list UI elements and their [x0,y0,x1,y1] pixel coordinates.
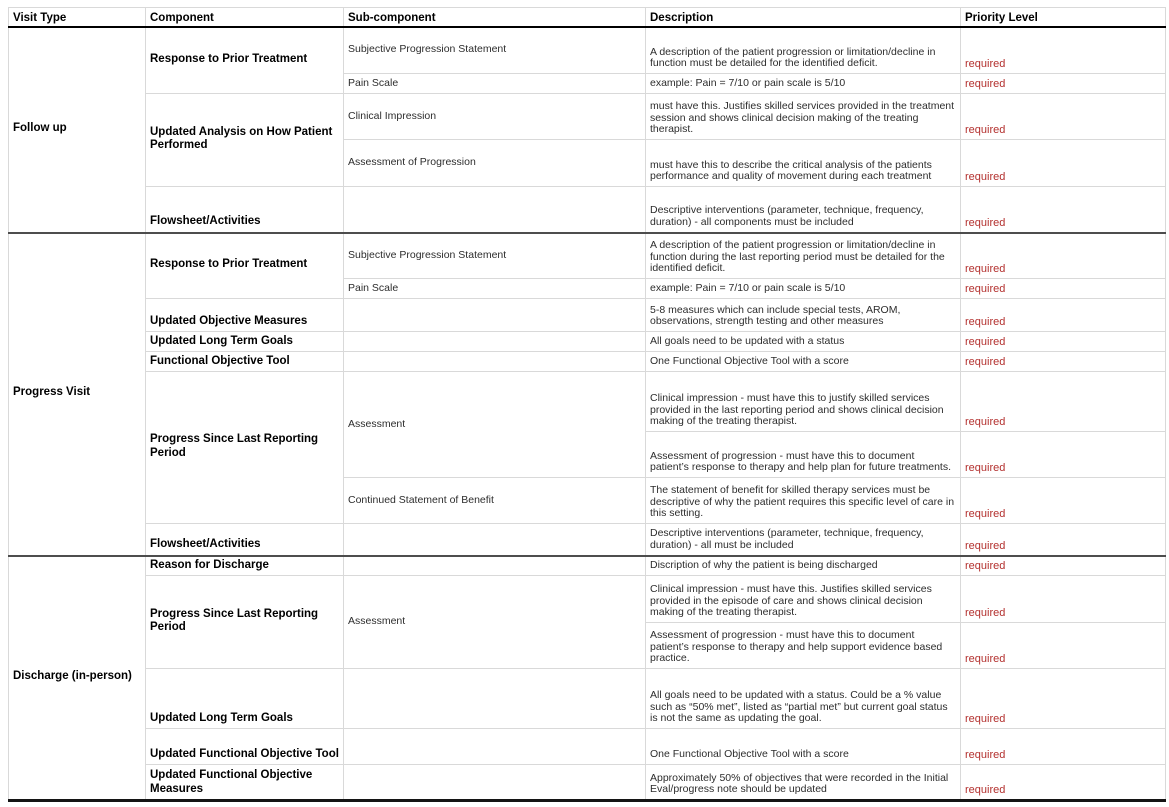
table-row [9,27,1166,74]
cell-description: Assessment of progression - must have this to document patient’s response to therapy and help plan for future treatments. [646,432,961,478]
col-header-component: Component [146,8,344,27]
table-row [9,576,1166,623]
table-row [9,729,1166,765]
cell-sub-component: Assessment [344,576,646,669]
cell-sub-component-empty [344,729,646,765]
table-row [9,332,1166,352]
cell-sub-component-empty [344,669,646,729]
cell-description: Clinical impression - must have this to justify skilled services provided in the last reporting period and shows clinical decision making of the treating therapist. [646,372,961,432]
cell-sub-component: Subjective Progression Statement [344,27,646,74]
cell-description: example: Pain = 7/10 or pain scale is 5/10 [646,279,961,299]
cell-priority: required [961,432,1166,478]
cell-priority: required [961,140,1166,187]
cell-visit-type-progress-visit: Progress Visit [9,233,146,556]
cell-visit-type-discharge: Discharge (in-person) [9,556,146,801]
cell-description: One Functional Objective Tool with a score [646,352,961,372]
cell-priority: required [961,94,1166,140]
table-row [9,233,1166,279]
cell-priority: required [961,729,1166,765]
cell-description: Discription of why the patient is being discharged [646,556,961,576]
cell-description: Approximately 50% of objectives that were recorded in the Initial Eval/progress note should be updated [646,765,961,801]
cell-priority: required [961,187,1166,233]
table-row [9,299,1166,332]
cell-sub-component: Assessment [344,372,646,478]
cell-priority: required [961,669,1166,729]
cell-priority: required [961,524,1166,556]
cell-description: A description of the patient progression or limitation/decline in function must be detailed for the identified deficit. [646,27,961,74]
cell-description: Descriptive interventions (parameter, technique, frequency, duration) - all components must be included [646,187,961,233]
requirements-table [8,7,1166,802]
table-row [9,352,1166,372]
table-row [9,669,1166,729]
cell-component: Reason for Discharge [146,556,344,576]
cell-description: All goals need to be updated with a status [646,332,961,352]
cell-priority: required [961,233,1166,279]
cell-description: must have this. Justifies skilled services provided in the treatment session and shows clinical decision making of the treating therapist. [646,94,961,140]
cell-sub-component-empty [344,765,646,801]
cell-sub-component: Subjective Progression Statement [344,233,646,279]
col-header-description: Description [646,8,961,27]
cell-sub-component: Pain Scale [344,74,646,94]
cell-priority: required [961,556,1166,576]
cell-component: Progress Since Last Reporting Period [146,576,344,669]
cell-component: Progress Since Last Reporting Period [146,372,344,524]
header-row [9,8,1166,27]
cell-sub-component-empty [344,332,646,352]
cell-sub-component: Pain Scale [344,279,646,299]
cell-priority: required [961,74,1166,94]
cell-component: Functional Objective Tool [146,352,344,372]
cell-description: 5-8 measures which can include special tests, AROM, observations, strength testing and other measures [646,299,961,332]
table-row [9,765,1166,801]
cell-priority: required [961,478,1166,524]
table-row [9,524,1166,556]
cell-sub-component-empty [344,524,646,556]
cell-description: A description of the patient progression or limitation/decline in function during the last reporting period must be detailed for the identified deficit. [646,233,961,279]
table-row [9,94,1166,140]
cell-component: Response to Prior Treatment [146,27,344,94]
cell-component: Updated Objective Measures [146,299,344,332]
cell-component: Updated Long Term Goals [146,669,344,729]
cell-priority: required [961,576,1166,623]
cell-priority: required [961,279,1166,299]
cell-component: Updated Analysis on How Patient Performed [146,94,344,187]
cell-component: Updated Long Term Goals [146,332,344,352]
cell-description: Descriptive interventions (parameter, technique, frequency, duration) - all must be included [646,524,961,556]
cell-description: The statement of benefit for skilled therapy services must be descriptive of why the patient requires this specific level of care in this setting. [646,478,961,524]
cell-sub-component-empty [344,187,646,233]
col-header-sub-component: Sub-component [344,8,646,27]
cell-priority: required [961,27,1166,74]
cell-priority: required [961,623,1166,669]
cell-component: Updated Functional Objective Tool [146,729,344,765]
col-header-priority-level: Priority Level [961,8,1166,27]
cell-priority: required [961,332,1166,352]
cell-component: Response to Prior Treatment [146,233,344,299]
cell-sub-component: Continued Statement of Benefit [344,478,646,524]
cell-description: All goals need to be updated with a status. Could be a % value such as “50% met”, listed as “partial met” but current goal status is not the same as updating the goal. [646,669,961,729]
cell-priority: required [961,372,1166,432]
col-header-visit-type: Visit Type [9,8,146,27]
cell-sub-component: Clinical Impression [344,94,646,140]
cell-description: must have this to describe the critical analysis of the patients performance and quality of movement during each treatment [646,140,961,187]
cell-description: Assessment of progression - must have this to document patient’s response to therapy and help support evidence based practice. [646,623,961,669]
cell-visit-type-follow-up: Follow up [9,27,146,233]
table-row [9,556,1166,576]
cell-priority: required [961,299,1166,332]
cell-sub-component: Assessment of Progression [344,140,646,187]
cell-priority: required [961,352,1166,372]
cell-component: Flowsheet/Activities [146,524,344,556]
table-row [9,187,1166,233]
cell-sub-component-empty [344,299,646,332]
cell-component: Flowsheet/Activities [146,187,344,233]
cell-description: Clinical impression - must have this. Justifies skilled services provided in the episode of care and shows clinical decision making of the treating therapist. [646,576,961,623]
cell-sub-component-empty [344,556,646,576]
cell-description: One Functional Objective Tool with a score [646,729,961,765]
cell-description: example: Pain = 7/10 or pain scale is 5/10 [646,74,961,94]
cell-priority: required [961,765,1166,801]
cell-sub-component-empty [344,352,646,372]
table-row [9,372,1166,432]
cell-component: Updated Functional Objective Measures [146,765,344,801]
